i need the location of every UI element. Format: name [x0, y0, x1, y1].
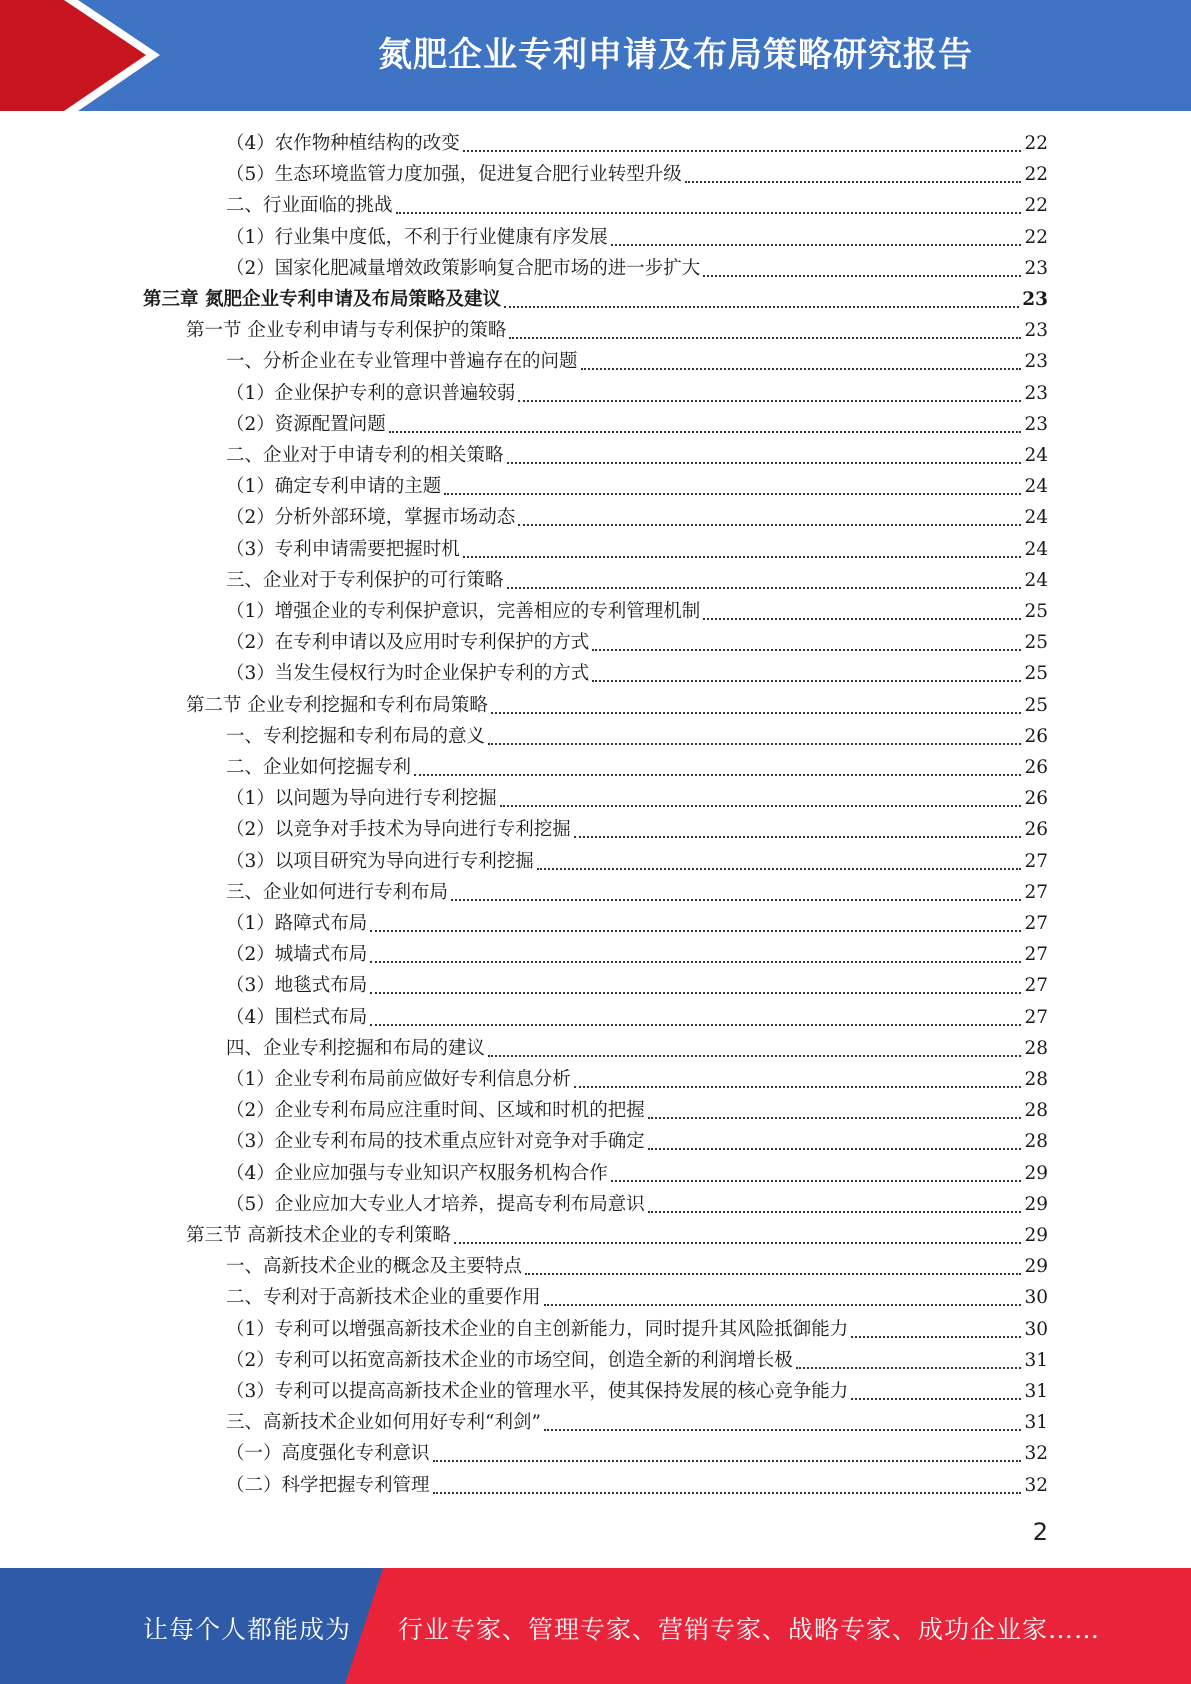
toc-entry[interactable]	[186, 690, 1048, 721]
toc-dot-leader	[444, 492, 1021, 495]
toc-entry-page: 31	[1024, 1412, 1048, 1434]
toc-entry[interactable]	[226, 222, 1048, 253]
toc-entry-page: 28	[1024, 1037, 1048, 1059]
toc-entry[interactable]	[226, 1126, 1048, 1157]
toc-entry-title: 二、企业对于申请专利的相关策略	[226, 445, 504, 466]
toc-dot-leader	[525, 1272, 1021, 1275]
toc-entry[interactable]	[143, 284, 1048, 315]
toc-entry-title: （2）企业专利布局应注重时间、区域和时机的把握	[226, 1100, 645, 1122]
toc-entry-title: 一、高新技术企业的概念及主要特点	[226, 1256, 523, 1278]
toc-entry-page: 29	[1024, 1162, 1048, 1184]
toc-entry[interactable]	[226, 1314, 1048, 1345]
toc-dot-leader	[703, 617, 1021, 620]
toc-entry-page: 22	[1024, 133, 1048, 154]
toc-dot-leader	[592, 679, 1021, 682]
toc-dot-leader	[491, 711, 1022, 714]
toc-dot-leader	[488, 742, 1021, 745]
toc-entry-title: （5）企业应加大专业人才培养，提高专利布局意识	[226, 1193, 645, 1215]
toc-entry[interactable]	[226, 190, 1048, 221]
toc-dot-leader	[581, 367, 1022, 370]
toc-entry-page: 24	[1024, 538, 1048, 560]
toc-entry-title: （2）国家化肥减量增效政策影响复合肥市场的进一步扩大	[226, 257, 701, 279]
toc-entry-page: 28	[1024, 1100, 1048, 1122]
toc-entry-title: 二、专利对于高新技术企业的重要作用	[226, 1287, 541, 1309]
toc-dot-leader	[537, 867, 1022, 870]
toc-entry[interactable]	[226, 502, 1048, 533]
toc-entry[interactable]	[226, 1033, 1048, 1064]
toc-dot-leader	[611, 1179, 1022, 1182]
toc-dot-leader	[574, 835, 1022, 838]
toc-entry-title: 一、分析企业在专业管理中普遍存在的问题	[226, 351, 578, 373]
toc-dot-leader	[433, 1491, 1022, 1494]
toc-entry[interactable]	[226, 1251, 1048, 1282]
toc-entry-page: 23	[1024, 320, 1048, 342]
toc-entry-page: 23	[1024, 257, 1048, 279]
toc-dot-leader	[504, 305, 1019, 308]
toc-entry-title: （3）当发生侵权行为时企业保护专利的方式	[226, 663, 590, 685]
toc-entry[interactable]	[226, 627, 1048, 658]
toc-dot-leader	[370, 929, 1021, 932]
toc-entry-page: 22	[1024, 164, 1048, 186]
toc-entry-page: 27	[1024, 913, 1048, 934]
toc-dot-leader	[685, 180, 1022, 183]
toc-entry[interactable]	[226, 939, 1048, 970]
toc-entry[interactable]	[226, 1158, 1048, 1189]
toc-entry-title: （一）高度强化专利意识	[226, 1443, 430, 1465]
toc-entry-title: （二）科学把握专利管理	[226, 1474, 430, 1496]
toc-entry-title: （2）在专利申请以及应用时专利保护的方式	[226, 632, 590, 654]
toc-entry-title: （2）以竞争对手技术为导向进行专利挖掘	[226, 819, 571, 841]
toc-entry-page: 27	[1024, 944, 1048, 966]
toc-dot-leader	[389, 430, 1022, 433]
toc-entry-title: （2）城墙式布局	[226, 944, 368, 966]
toc-dot-leader	[544, 1303, 1022, 1306]
toc-entry[interactable]	[226, 752, 1048, 783]
toc-entry-page: 29	[1024, 1193, 1048, 1215]
toc-dot-leader	[370, 991, 1021, 994]
toc-entry-page: 28	[1024, 1131, 1048, 1153]
toc-entry[interactable]	[226, 440, 1048, 471]
toc-entry[interactable]	[226, 596, 1048, 627]
toc-entry-title: （3）地毯式布局	[226, 975, 368, 997]
toc-dot-leader	[518, 523, 1021, 526]
toc-entry-page: 27	[1024, 1006, 1048, 1028]
toc-entry[interactable]	[226, 846, 1048, 877]
toc-entry-page: 26	[1024, 788, 1048, 810]
toc-entry-page: 25	[1024, 632, 1048, 654]
toc-dot-leader	[509, 336, 1021, 339]
toc-entry[interactable]	[226, 1064, 1048, 1095]
toc-entry-title: （2）分析外部环境，掌握市场动态	[226, 507, 516, 529]
toc-entry-title: 第一节 企业专利申请与专利保护的策略	[186, 320, 507, 342]
toc-dot-leader	[433, 1459, 1022, 1462]
toc-dot-leader	[370, 1023, 1021, 1026]
footer-slogan-right: 行业专家、管理专家、营销专家、战略专家、成功企业家……	[398, 1615, 1101, 1644]
toc-entry-page: 24	[1024, 507, 1048, 529]
toc-entry[interactable]	[226, 409, 1048, 440]
toc-dot-leader	[592, 648, 1021, 651]
toc-dot-leader	[611, 243, 1022, 246]
toc-entry-title: （1）增强企业的专利保护意识，完善相应的专利管理机制	[226, 601, 701, 622]
toc-dot-leader	[703, 274, 1021, 277]
toc-entry-title: 二、企业如何挖掘专利	[226, 757, 412, 778]
toc-entry-title: 三、高新技术企业如何用好专利“利剑”	[226, 1412, 541, 1434]
toc-entry-title: 第二节 企业专利挖掘和专利布局策略	[186, 694, 488, 716]
toc-entry-title: （4）企业应加强与专业知识产权服务机构合作	[226, 1162, 608, 1184]
report-title: 氮肥企业专利申请及布局策略研究报告	[378, 35, 973, 75]
toc-entry-title: 二、行业面临的挑战	[226, 195, 393, 217]
toc-entry-title: （1）企业专利布局前应做好专利信息分析	[226, 1069, 571, 1090]
toc-dot-leader	[518, 399, 1021, 402]
toc-entry[interactable]	[226, 1438, 1048, 1469]
toc-entry-page: 27	[1024, 975, 1048, 997]
toc-entry[interactable]	[226, 128, 1048, 159]
toc-entry-page: 26	[1024, 725, 1048, 747]
toc-dot-leader	[796, 1366, 1022, 1369]
toc-entry[interactable]	[226, 783, 1048, 814]
toc-entry-title: 三、企业对于专利保护的可行策略	[226, 569, 504, 591]
toc-dot-leader	[454, 1241, 1022, 1244]
toc-entry-page: 26	[1024, 757, 1048, 778]
page-number: 2	[1032, 1518, 1048, 1546]
toc-entry[interactable]	[226, 346, 1048, 377]
toc-entry[interactable]	[226, 253, 1048, 284]
toc-dot-leader	[851, 1397, 1021, 1400]
toc-entry-title: 第三节 高新技术企业的专利策略	[186, 1225, 451, 1246]
toc-entry-page: 29	[1024, 1225, 1048, 1246]
toc-entry-title: 三、企业如何进行专利布局	[226, 881, 449, 903]
toc-entry-page: 31	[1024, 1349, 1048, 1371]
toc-entry-page: 25	[1024, 694, 1048, 716]
toc-entry[interactable]	[226, 378, 1048, 409]
toc-entry[interactable]	[226, 1189, 1048, 1220]
toc-entry-title: 一、专利挖掘和专利布局的意义	[226, 725, 486, 747]
toc-entry-page: 32	[1024, 1443, 1048, 1465]
toc-entry-page: 29	[1024, 1256, 1048, 1278]
toc-entry[interactable]	[226, 908, 1048, 939]
toc-entry[interactable]	[226, 721, 1048, 752]
toc-entry-title: （1）确定专利申请的主题	[226, 476, 442, 498]
toc-entry-title: （1）以问题为导向进行专利挖掘	[226, 788, 497, 810]
toc-entry-title: （5）生态环境监管力度加强，促进复合肥行业转型升级	[226, 164, 682, 186]
toc-entry-page: 26	[1024, 819, 1048, 841]
toc-entry[interactable]	[226, 565, 1048, 596]
toc-dot-leader	[396, 211, 1022, 214]
toc-entry[interactable]	[226, 814, 1048, 845]
toc-entry-page: 25	[1024, 601, 1048, 622]
toc-dot-leader	[851, 1335, 1021, 1338]
toc-entry-page: 22	[1024, 226, 1048, 248]
toc-entry-page: 32	[1024, 1474, 1048, 1496]
toc-entry-title: （1）专利可以增强高新技术企业的自主创新能力，同时提升其风险抵御能力	[226, 1318, 849, 1340]
toc-entry-title: 四、企业专利挖掘和布局的建议	[226, 1037, 486, 1059]
toc-entry-title: （4）农作物种植结构的改变	[226, 133, 460, 154]
toc-entry-page: 27	[1024, 850, 1048, 872]
toc-entry-page: 24	[1024, 569, 1048, 591]
toc-entry[interactable]	[226, 1376, 1048, 1407]
header-banner	[0, 0, 1191, 111]
toc-dot-leader	[544, 1428, 1022, 1431]
toc-entry-page: 28	[1024, 1069, 1048, 1090]
toc-entry-page: 27	[1024, 881, 1048, 903]
toc-dot-leader	[370, 960, 1021, 963]
toc-entry[interactable]	[226, 159, 1048, 190]
toc-dot-leader	[648, 1147, 1022, 1150]
toc-entry-page: 22	[1024, 195, 1048, 217]
toc-entry[interactable]	[226, 1282, 1048, 1313]
toc-dot-leader	[507, 586, 1022, 589]
toc-dot-leader	[414, 773, 1021, 776]
toc-dot-leader	[574, 1085, 1022, 1088]
toc-entry-title: （3）以项目研究为导向进行专利挖掘	[226, 850, 534, 872]
toc-entry[interactable]	[226, 1345, 1048, 1376]
toc-dot-leader	[648, 1116, 1022, 1119]
toc-entry[interactable]	[226, 471, 1048, 502]
toc-entry-page: 23	[1024, 382, 1048, 404]
toc-entry-page: 23	[1024, 351, 1048, 373]
toc-entry[interactable]	[226, 1470, 1048, 1501]
toc-entry[interactable]	[226, 1002, 1048, 1033]
toc-entry[interactable]	[226, 534, 1048, 565]
toc-entry-page: 24	[1024, 476, 1048, 498]
toc-dot-leader	[648, 1210, 1022, 1213]
toc-dot-leader	[451, 898, 1021, 901]
toc-dot-leader	[507, 461, 1022, 464]
toc-entry-title: （2）专利可以拓宽高新技术企业的市场空间，创造全新的利润增长极	[226, 1349, 793, 1371]
toc-entry-page: 23	[1022, 289, 1048, 310]
toc-entry-title: （3）专利可以提高高新技术企业的管理水平，使其保持发展的核心竞争能力	[226, 1381, 849, 1402]
toc-entry[interactable]	[186, 315, 1048, 346]
toc-entry-page: 23	[1024, 413, 1048, 435]
toc-entry-page: 24	[1024, 445, 1048, 466]
toc-entry[interactable]	[186, 1220, 1048, 1251]
header-red-arrow	[0, 0, 150, 111]
toc-entry-title: （3）企业专利布局的技术重点应针对竞争对手确定	[226, 1131, 645, 1153]
toc-entry[interactable]	[226, 1407, 1048, 1438]
toc-entry-page: 30	[1024, 1287, 1048, 1309]
toc-entry-title: （2）资源配置问题	[226, 413, 386, 435]
toc-entry-title: （1）行业集中度低，不利于行业健康有序发展	[226, 226, 608, 248]
footer-slogan-left: 让每个人都能成为	[143, 1615, 352, 1644]
toc-entry[interactable]	[226, 1095, 1048, 1126]
toc-entry-title: （1）路障式布局	[226, 913, 368, 934]
toc-dot-leader	[500, 804, 1022, 807]
toc-dot-leader	[463, 149, 1022, 152]
toc-entry[interactable]	[226, 877, 1048, 908]
toc-entry[interactable]	[226, 658, 1048, 689]
toc-dot-leader	[463, 555, 1022, 558]
toc-entry-page: 31	[1024, 1381, 1048, 1402]
toc-entry-page: 25	[1024, 663, 1048, 685]
toc-entry[interactable]	[226, 970, 1048, 1001]
toc-dot-leader	[488, 1054, 1021, 1057]
toc-entry-title: 第三章 氮肥企业专利申请及布局策略及建议	[143, 289, 501, 310]
toc-entry-title: （3）专利申请需要把握时机	[226, 538, 460, 560]
toc-entry-page: 30	[1024, 1318, 1048, 1340]
toc-entry-title: （1）企业保护专利的意识普遍较弱	[226, 382, 516, 404]
toc-entry-title: （4）围栏式布局	[226, 1006, 368, 1028]
